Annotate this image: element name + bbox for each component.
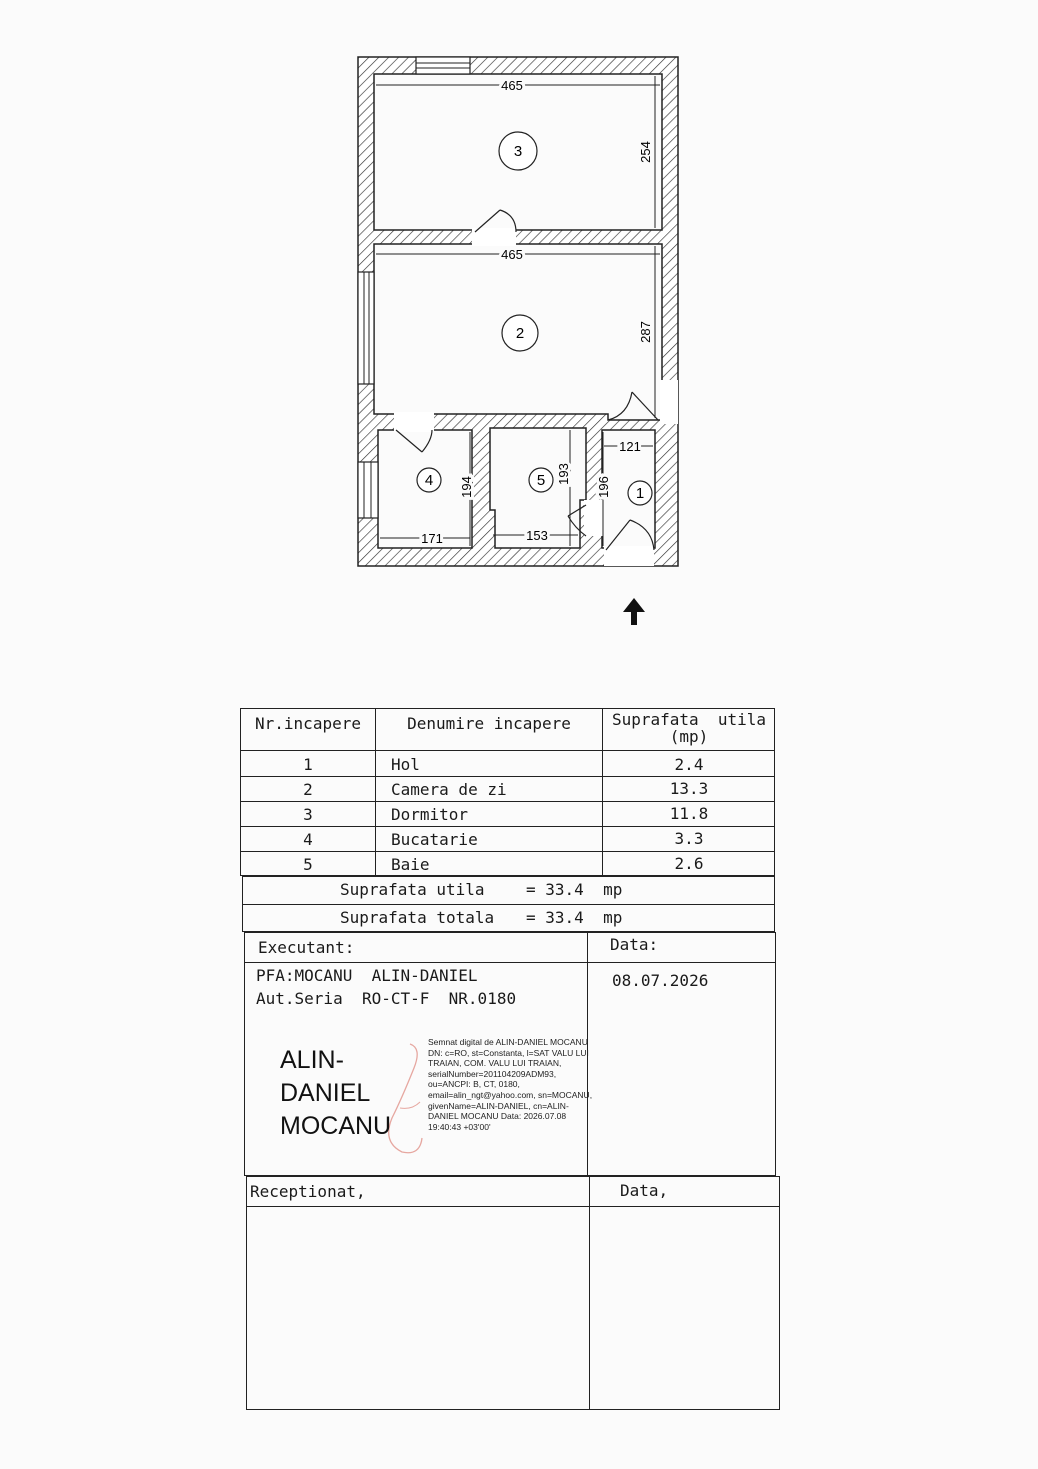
door-room4 (394, 412, 434, 452)
row-2-name: Camera de zi (391, 780, 507, 799)
room-5-number: 5 (536, 472, 546, 489)
dim-room4-width: 171 (421, 531, 443, 546)
dim-room3-height: 254 (638, 141, 653, 163)
dim-room1-width: 121 (619, 439, 641, 454)
room-1-number: 1 (635, 485, 645, 502)
receptionat-date-label: Data, (620, 1181, 669, 1200)
signature-details: Semnat digital de ALIN-DANIEL MOCANU DN: c=RO, st=Constanta, l=SAT VALU LUI TRAIAN, COM. VALU LUI TRAIAN, serialNumber=201104209ADM93, ou=ANCPI: B, CT, 0180, email=alin_ngt@yahoo.com, sn=MOCANU, givenName=ALIN-DANIEL, cn=ALIN-DANIEL MOCANU Data: 2026.07.08 19:40:43 +03'00' (428, 1037, 593, 1132)
row-2-nr: 2 (303, 780, 313, 799)
executant-label: Executant: (258, 938, 355, 957)
row-5-area: 2.6 (674, 854, 704, 873)
header-nr: Nr.incapere (255, 714, 361, 733)
room-4-number: 4 (424, 472, 434, 489)
total-area-value: = 33.4 mp (526, 908, 623, 927)
row-5-nr: 5 (303, 855, 313, 874)
header-name: Denumire incapere (407, 714, 571, 733)
total-area-label: Suprafata totala (340, 908, 495, 927)
door-room5 (568, 500, 604, 536)
dim-room3-width: 465 (501, 78, 523, 93)
dim-room4-height: 194 (459, 476, 474, 498)
dim-room5-width: 153 (526, 528, 548, 543)
window-left-room2 (358, 272, 374, 384)
dim-room5-height: 193 (556, 463, 571, 485)
row-1-name: Hol (391, 755, 420, 774)
row-4-nr: 4 (303, 830, 313, 849)
window-top (416, 57, 470, 74)
header-area: Suprafata utila (611, 710, 767, 729)
executant-company: PFA:MOCANU ALIN-DANIEL (256, 966, 478, 985)
door-entrance (604, 520, 654, 566)
row-3-name: Dormitor (391, 805, 469, 824)
dim-room1-height: 196 (596, 476, 611, 498)
row-4-name: Bucatarie (391, 830, 478, 849)
row-3-nr: 3 (303, 805, 313, 824)
executant-date-label: Data: (610, 935, 659, 954)
signature-name: ALIN- DANIEL MOCANU (280, 1046, 392, 1140)
row-1-area: 2.4 (674, 755, 704, 774)
row-2-area: 13.3 (669, 779, 709, 798)
useful-area-value: = 33.4 mp (526, 880, 623, 899)
door-room2 (608, 380, 678, 424)
row-4-area: 3.3 (674, 829, 704, 848)
room-3-number: 3 (513, 143, 523, 160)
arrow-up-icon (623, 598, 645, 625)
row-5-name: Baie (391, 855, 430, 874)
receptionat-label: Receptionat, (250, 1182, 366, 1201)
window-left-room4 (358, 462, 378, 518)
header-area-unit: (mp) (669, 727, 709, 746)
room-2-number: 2 (515, 325, 525, 342)
floor-plan (0, 0, 1038, 640)
useful-area-label: Suprafata utila (340, 880, 485, 899)
row-3-area: 11.8 (669, 804, 709, 823)
dim-room2-height: 287 (638, 321, 653, 343)
executant-authorization: Aut.Seria RO-CT-F NR.0180 (256, 989, 517, 1008)
row-1-nr: 1 (303, 755, 313, 774)
dim-room2-width: 465 (501, 247, 523, 262)
executant-date: 08.07.2026 (612, 971, 709, 990)
door-room3 (472, 210, 516, 246)
